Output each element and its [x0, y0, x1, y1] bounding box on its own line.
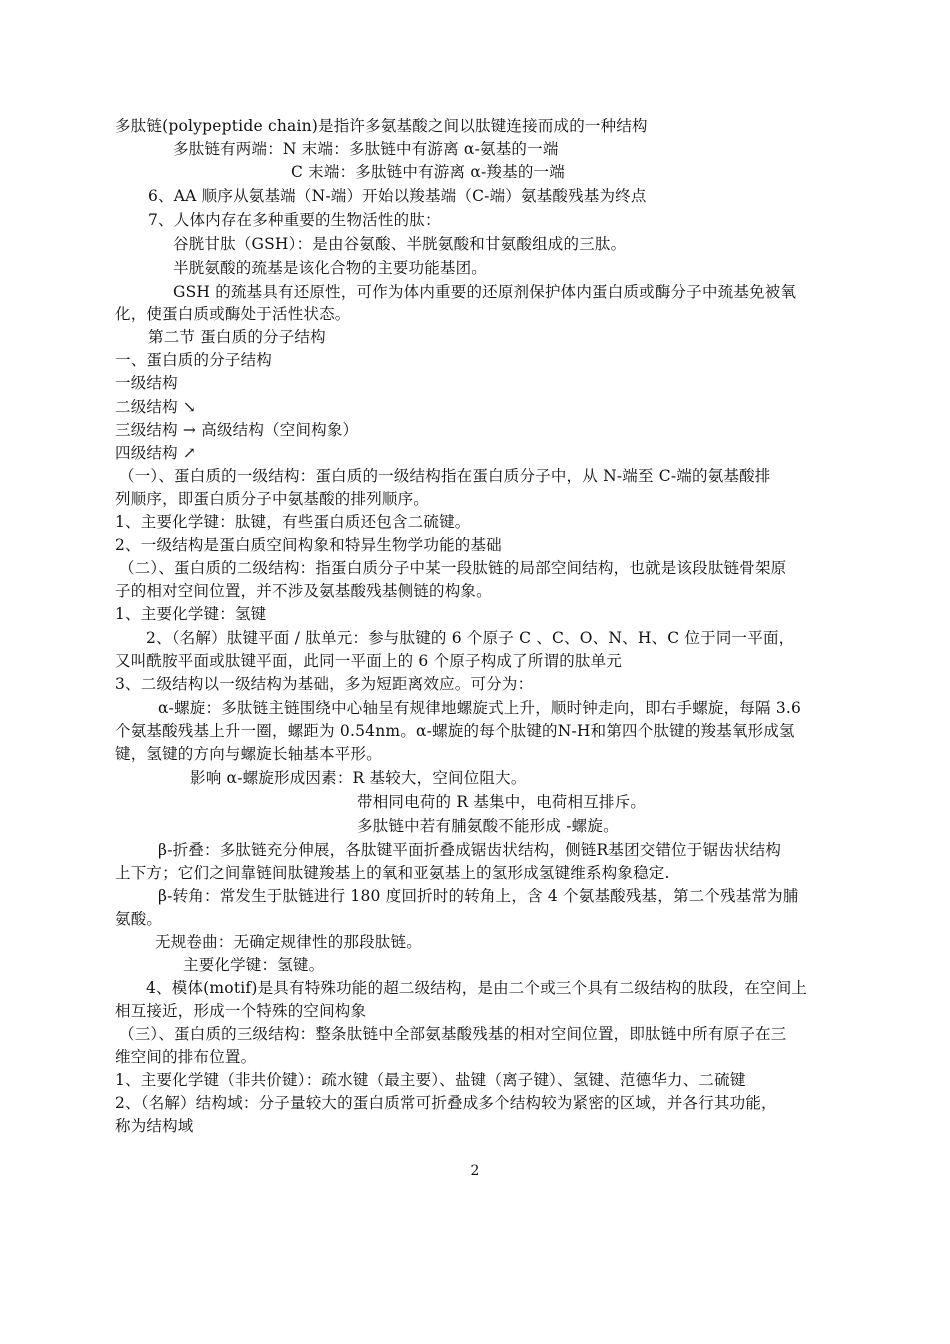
- text-line: 上下方；它们之间靠链间肽键羧基上的氧和亚氨基上的氢形成氢键维系构象稳定.: [115, 864, 670, 882]
- text-line: 三级结构 → 高级结构（空间构象）: [115, 421, 359, 439]
- text-line: 3、二级结构以一级结构为基础，多为短距离效应。可分为：: [115, 675, 534, 693]
- text-line: 键，氢键的方向与螺旋长轴基本平形。: [115, 745, 382, 763]
- text-line: 列顺序，即蛋白质分子中氨基酸的排列顺序。: [115, 490, 430, 508]
- section-heading: 第二节 蛋白质的分子结构: [148, 328, 326, 346]
- text-line: β-转角：常发生于肽链进行 180 度回折时的转角上，含 4 个氨基酸残基，第二个残基常为脯: [158, 887, 799, 905]
- text-line: 带相同电荷的 R 基集中，电荷相互排斥。: [357, 793, 647, 811]
- text-line: 一级结构: [115, 374, 178, 392]
- text-line: 1、主要化学键（非共价键）：疏水键（最主要）、盐键（离子键）、氢键、范德华力、二硫键: [115, 1071, 746, 1089]
- page-number: 2: [470, 1163, 480, 1179]
- text-line: 4、模体(motif)是具有特殊功能的超二级结构，是由二个或三个具有二级结构的肽段，在空间上: [146, 979, 808, 997]
- text-line: 7、人体内存在多种重要的生物活性的肽：: [148, 211, 441, 229]
- text-line: 多肽链(polypeptide chain)是指许多氨基酸之间以肽键连接而成的一种结构: [115, 117, 648, 135]
- text-line: （二）、蛋白质的二级结构：指蛋白质分子中某一段肽链的局部空间结构，也就是该段肽链骨架原: [119, 559, 787, 577]
- text-line: 多肽链有两端：N 末端：多肽链中有游离 α-氨基的一端: [173, 140, 559, 158]
- text-line: 1、主要化学键：肽键，有些蛋白质还包含二硫键。: [115, 513, 471, 531]
- text-line: （一）、蛋白质的一级结构：蛋白质的一级结构指在蛋白质分子中，从 N-端至 C-端的氨基酸排: [119, 467, 771, 485]
- text-line: 谷胱甘肽（GSH）：是由谷氨酸、半胱氨酸和甘氨酸组成的三肽。: [173, 235, 627, 253]
- text-line: 又叫酰胺平面或肽键平面，此同一平面上的 6 个原子构成了所谓的肽单元: [115, 652, 623, 670]
- text-line: 2、（名解）肽键平面 / 肽单元：参与肽键的 6 个原子 C 、C、O、N、H、C 位于同一平面，: [146, 629, 795, 647]
- text-line: 1、主要化学键：氢键: [115, 605, 267, 623]
- text-line: 多肽链中若有脯氨酸不能形成 -螺旋。: [357, 817, 619, 835]
- text-line: 2、（名解）结构域：分子量较大的蛋白质常可折叠成多个结构较为紧密的区域，并各行其功能，: [115, 1094, 777, 1112]
- text-line: 四级结构 ↗: [115, 444, 197, 462]
- text-line: 子的相对空间位置，并不涉及氨基酸残基侧链的构象。: [115, 582, 492, 600]
- text-line: α-螺旋：多肽链主链围绕中心轴呈有规律地螺旋式上升，顺时钟走向，即右手螺旋，每隔 3.6: [158, 699, 802, 717]
- text-line: 氨酸。: [115, 910, 163, 928]
- text-line: 二级结构 ↘: [115, 398, 197, 416]
- text-line: 无规卷曲：无确定规律性的那段肽链。: [155, 933, 422, 951]
- heading: 一、蛋白质的分子结构: [115, 351, 273, 369]
- text-line: 个氨基酸残基上升一圈，螺距为 0.54nm。α-螺旋的每个肽键的N-H和第四个肽键的羧基氧形成氢: [115, 722, 795, 740]
- text-line: 称为结构域: [115, 1117, 194, 1135]
- text-line: 化，使蛋白质或酶处于活性状态。: [115, 305, 351, 323]
- text-line: 相互接近，形成一个特殊的空间构象: [115, 1002, 367, 1020]
- text-line: 影响 α-螺旋形成因素：R 基较大，空间位阻大。: [190, 769, 527, 787]
- text-line: 2、一级结构是蛋白质空间构象和特异生物学功能的基础: [115, 536, 502, 554]
- text-line: （三）、蛋白质的三级结构：整条肽链中全部氨基酸残基的相对空间位置，即肽链中所有原子在三: [119, 1025, 787, 1043]
- text-line: GSH 的巯基具有还原性，可作为体内重要的还原剂保护体内蛋白质或酶分子中巯基免被氧: [173, 283, 797, 301]
- text-line: 6、AA 顺序从氨基端（N-端）开始以羧基端（C-端）氨基酸残基为终点: [148, 187, 647, 205]
- text-line: 半胱氨酸的巯基是该化合物的主要功能基团。: [173, 259, 488, 277]
- text-line: C 末端：多肽链中有游离 α-羧基的一端: [291, 163, 565, 181]
- text-line: β-折叠：多肽链充分伸展，各肽键平面折叠成锯齿状结构，侧链R基团交错位于锯齿状结构: [158, 841, 782, 859]
- text-line: 主要化学键：氢键。: [183, 956, 325, 974]
- text-line: 维空间的排布位置。: [115, 1048, 257, 1066]
